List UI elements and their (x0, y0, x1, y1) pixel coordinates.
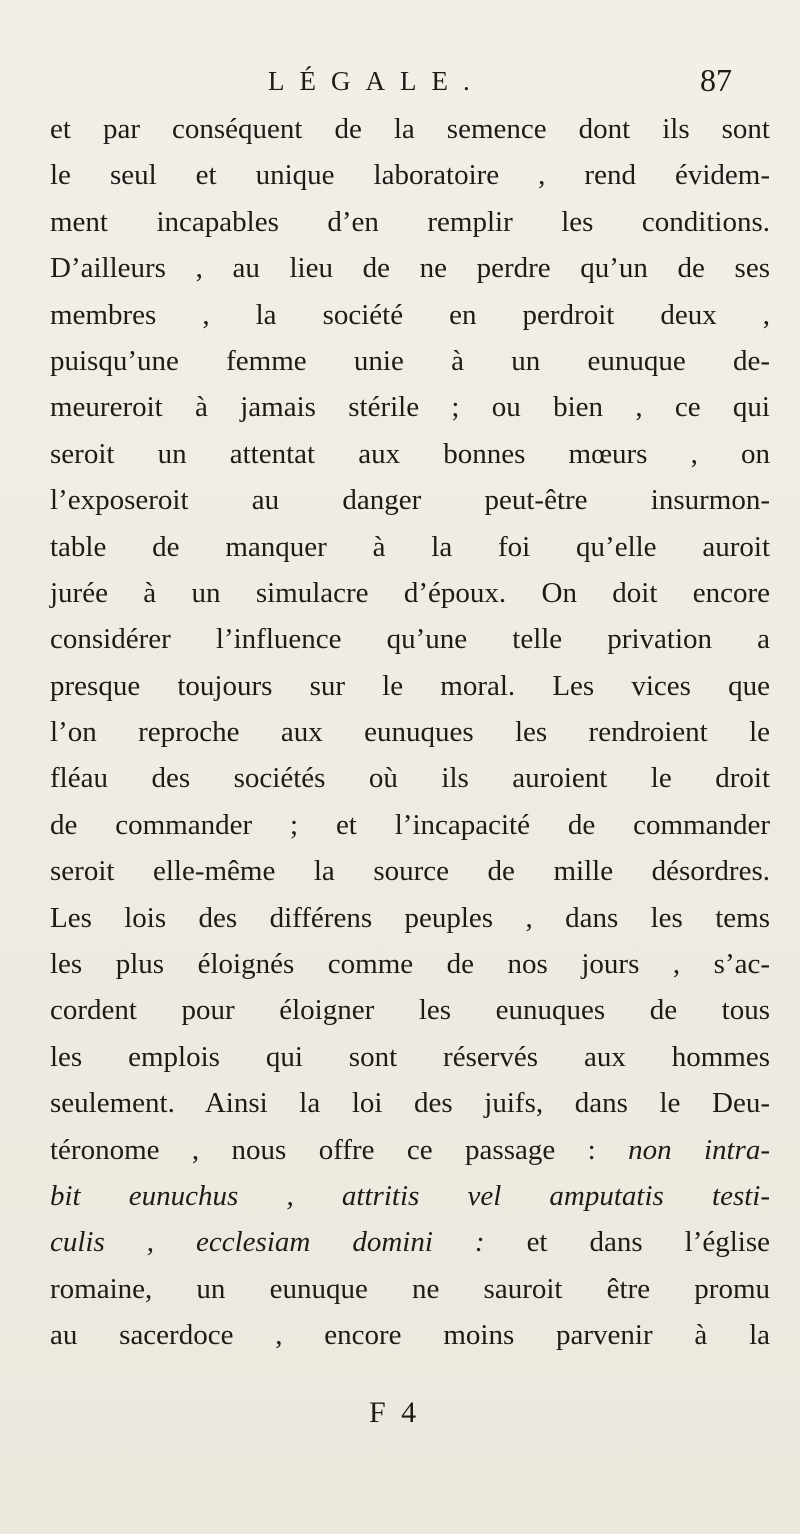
text-line: seroit un attentat aux bonnes mœurs , on (50, 437, 770, 470)
text-line: seroit elle-même la source de mille désordres. (50, 855, 770, 888)
text-line: considérer l’influence qu’une telle privation a (50, 623, 770, 656)
text-line: ment incapables d’en remplir les conditions. (50, 205, 770, 238)
running-head: LÉGALE. (268, 66, 485, 96)
text-line: le seul et unique laboratoire , rend évidem- (50, 159, 770, 192)
text-line: de commander ; et l’incapacité de commander (50, 808, 770, 841)
text-line: puisqu’une femme unie à un eunuque de- (50, 344, 770, 377)
text-line: cordent pour éloigner les eunuques de tous (50, 994, 770, 1027)
signature-mark: F 4 (369, 1396, 421, 1429)
text-line: D’ailleurs , au lieu de ne perdre qu’un de ses (50, 252, 770, 285)
text-line (50, 1127, 770, 1173)
text-line: presque toujours sur le moral. Les vices que (50, 669, 770, 702)
text-line: meureroit à jamais stérile ; ou bien , ce qui (50, 391, 770, 424)
text-line: l’exposeroit au danger peut-être insurmon- (50, 484, 770, 517)
text-segment: et dans l’église (526, 1226, 770, 1259)
text-line: Les lois des différens peuples , dans les tems (50, 901, 770, 934)
text-line: table de manquer à la foi qu’elle auroit (50, 530, 770, 563)
text-line: les emplois qui sont réservés aux hommes (50, 1040, 770, 1073)
text-line: et par conséquent de la semence dont ils sont (50, 113, 770, 145)
text-line: les plus éloignés comme de nos jours , s’ac- (50, 948, 770, 981)
text-line: fléau des sociétés où ils auroient le droit (50, 762, 770, 795)
text-line: au sacerdoce , encore moins parvenir à la (50, 1319, 770, 1352)
text-line (50, 1219, 770, 1265)
text-segment: téronome , nous offre ce passage : (50, 1133, 596, 1166)
latin-quote-line: bit eunuchus , attritis vel amputatis testi- (50, 1179, 770, 1212)
body-text (50, 106, 770, 1359)
text-line: seulement. Ainsi la loi des juifs, dans le Deu- (50, 1087, 770, 1120)
text-line: l’on reproche aux eunuques les rendroient le (50, 716, 770, 749)
latin-quote: culis , ecclesiam domini : (50, 1226, 485, 1259)
text-line: membres , la société en perdroit deux , (50, 298, 770, 331)
page-number: 87 (700, 62, 732, 98)
latin-quote: non intra- (628, 1133, 771, 1166)
text-line: jurée à un simulacre d’époux. On doit encore (50, 576, 770, 609)
text-line: romaine, un eunuque ne sauroit être promu (50, 1272, 770, 1305)
